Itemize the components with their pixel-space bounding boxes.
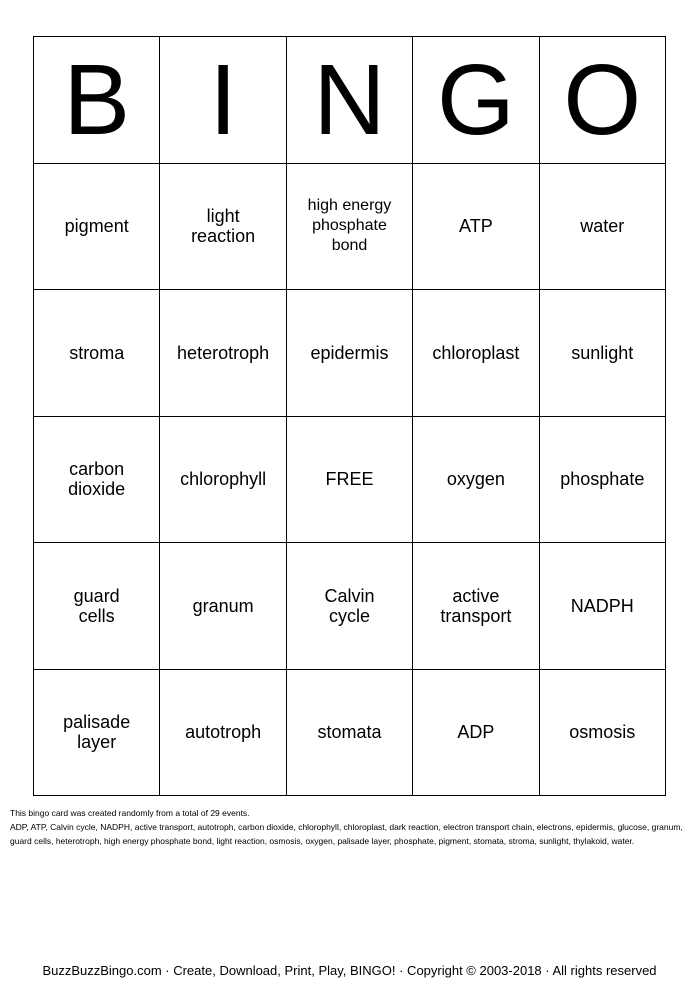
bingo-cell xyxy=(34,290,160,417)
created-note: This bingo card was created randomly from a total of 29 events. xyxy=(10,808,250,818)
bingo-cell xyxy=(34,543,160,670)
header-letter-n xyxy=(287,37,413,164)
bingo-cell xyxy=(160,417,286,544)
bingo-cell xyxy=(160,670,286,797)
cell-label: carbon dioxide xyxy=(68,459,126,500)
cell-label: palisade layer xyxy=(63,712,131,753)
bingo-cell xyxy=(413,417,539,544)
header-letter-i xyxy=(160,37,286,164)
cell-label: heterotroph xyxy=(177,342,270,363)
cell-label: high energy phosphate bond xyxy=(307,197,392,255)
bingo-cell xyxy=(413,164,539,291)
cell-label: water xyxy=(580,216,625,237)
cell-label: ATP xyxy=(459,216,493,237)
header-letter-g xyxy=(413,37,539,164)
bingo-cell xyxy=(413,290,539,417)
cell-label: ADP xyxy=(457,722,495,743)
bingo-cell xyxy=(160,290,286,417)
bingo-cell xyxy=(540,417,666,544)
bingo-cell xyxy=(34,417,160,544)
cell-label: stomata xyxy=(317,722,382,743)
header-letter-text: N xyxy=(313,43,386,156)
bingo-cell xyxy=(413,543,539,670)
cell-label: Calvin cycle xyxy=(324,585,375,626)
bingo-card xyxy=(33,36,666,796)
bingo-cell xyxy=(540,670,666,797)
cell-label: chloroplast xyxy=(432,342,520,363)
cell-label: phosphate xyxy=(560,469,645,490)
bingo-cell xyxy=(287,670,413,797)
cell-label: epidermis xyxy=(310,342,389,363)
header-letter-text: G xyxy=(436,43,515,156)
cell-label: guard cells xyxy=(73,585,120,626)
event-list-note xyxy=(10,806,690,848)
cell-label: stroma xyxy=(69,342,125,363)
cell-label: autotroph xyxy=(185,722,262,743)
bingo-cell xyxy=(287,164,413,291)
bingo-cell xyxy=(287,290,413,417)
cell-label: pigment xyxy=(64,216,129,237)
cell-label: osmosis xyxy=(569,722,636,743)
copyright-footer: BuzzBuzzBingo.com · Create, Download, Print, Play, BINGO! · Copyright © 2003-2018 · All rights reserved xyxy=(42,963,657,978)
bingo-cell xyxy=(413,670,539,797)
bingo-cell xyxy=(34,670,160,797)
cell-label: granum xyxy=(192,595,254,616)
bingo-cell xyxy=(160,543,286,670)
header-letter-o xyxy=(540,37,666,164)
cell-label: active transport xyxy=(440,585,512,626)
header-letter-b xyxy=(34,37,160,164)
bingo-cell xyxy=(287,543,413,670)
cell-label: sunlight xyxy=(571,342,634,363)
cell-label: oxygen xyxy=(446,469,505,490)
bingo-cell xyxy=(540,290,666,417)
header-letter-text: B xyxy=(63,43,131,156)
cell-label: NADPH xyxy=(570,595,634,616)
bingo-cell xyxy=(540,164,666,291)
header-letter-text: O xyxy=(563,43,642,156)
header-letter-text: I xyxy=(209,43,237,156)
bingo-cell xyxy=(34,164,160,291)
cell-label: chlorophyll xyxy=(180,469,267,490)
bingo-cell xyxy=(540,543,666,670)
bingo-cell xyxy=(160,164,286,291)
events-list: ADP, ATP, Calvin cycle, NADPH, active transport, autotroph, carbon dioxide, chlorophyll, chloroplast, dark reaction, electron transport chain, electrons, epidermis, glucose, granum, guard cells, heterotroph, high energy phosphate bond, light reaction, osmosis, oxygen, palisade layer, phosphate, pigment, stomata, stroma, sunlight, thylakoid, water. xyxy=(10,822,683,846)
free-space-label: FREE xyxy=(325,469,374,490)
cell-label: light reaction xyxy=(191,206,256,247)
bingo-cell-free xyxy=(287,417,413,544)
